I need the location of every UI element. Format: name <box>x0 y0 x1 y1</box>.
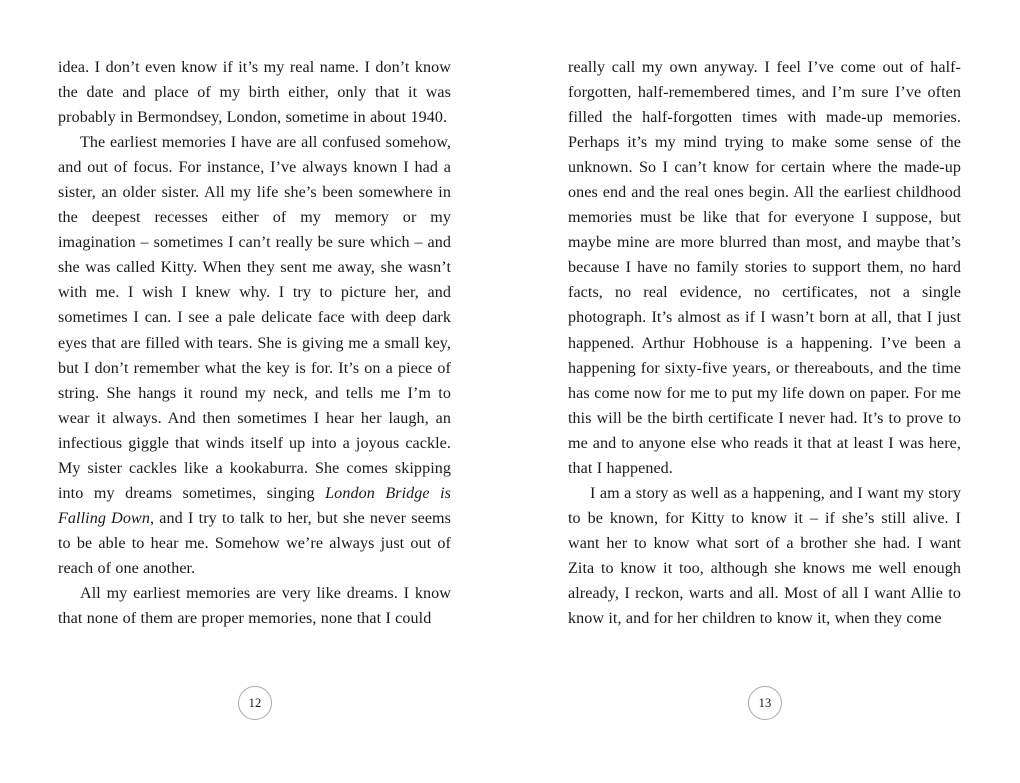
song-title: London Bridge is Falling Down <box>58 484 451 527</box>
page-right-text-column <box>568 55 961 631</box>
page-number: 13 <box>758 695 772 710</box>
paragraph <box>58 130 451 581</box>
folio-circle <box>238 686 272 720</box>
page-left-text-column <box>58 55 451 631</box>
paragraph-segment: , and I try to talk to her, but she never seems to be able to hear me. Somehow we’re always just out of reach of one another. <box>58 509 451 577</box>
page-number: 12 <box>248 695 262 710</box>
page-right <box>510 0 1020 783</box>
paragraph: idea. I don’t even know if it’s my real name. I don’t know the date and place of my birth either, only that it was probably in Bermondsey, London, sometime in about 1940. <box>58 59 451 127</box>
paragraph-segment: The earliest memories I have are all confused somehow, and out of focus. For instance, I’ve always known I had a sister, an older sister. All my life she’s been somewhere in the deepest recesses either of my memory or my imagination – sometimes I can’t really be sure which – and she was called Kitty. When they sent me away, she wasn’t with me. I wish I knew why. I try to picture her, and sometimes I can. I see a pale delicate face with deep dark eyes that are filled with tears. She is giving me a small key, but I don’t remember what the key is for. It’s on a piece of string. She hangs it round my neck, and tells me I’m to wear it always. And then sometimes I hear her laugh, an infectious giggle that winds itself up into a joyous cackle. My sister cackles like a kookaburra. She comes skipping into my dreams sometimes, singing <box>58 134 451 502</box>
folio-circle <box>748 686 782 720</box>
folio-left <box>0 686 510 720</box>
paragraph: All my earliest memories are very like dreams. I know that none of them are proper memories, none that I could <box>58 584 451 628</box>
paragraph: really call my own anyway. I feel I’ve come out of half-forgotten, half-remembered times, and I’m sure I’ve often filled the half-forgotten times with made-up memories. Perhaps it’s my mind trying to make some sense of the unknown. So I can’t know for certain where the made-up ones end and the real ones begin. All the earliest childhood memories must be like that for everyone I suppose, but maybe mine are more blurred than most, and maybe that’s because I have no family stories to support them, no hard facts, no real evidence, no certificates, not a single photograph. It’s almost as if I wasn’t born at all, that I just happened. Arthur Hobhouse is a happening. I’ve been a happening for sixty-five years, or thereabouts, and the time has come now for me to put my life down on paper. For me this will be the birth certificate I never had. It’s to prove to me and to anyone else who reads it that at least I was here, that I happened. <box>568 59 961 477</box>
paragraph: I am a story as well as a happening, and I want my story to be known, for Kitty to know it – if she’s still alive. I want her to know what sort of a brother she had. I want Zita to know it too, although she knows me well enough already, I reckon, warts and all. Most of all I want Allie to know it, and for her children to know it, when they come <box>568 484 961 628</box>
folio-right <box>510 686 1020 720</box>
